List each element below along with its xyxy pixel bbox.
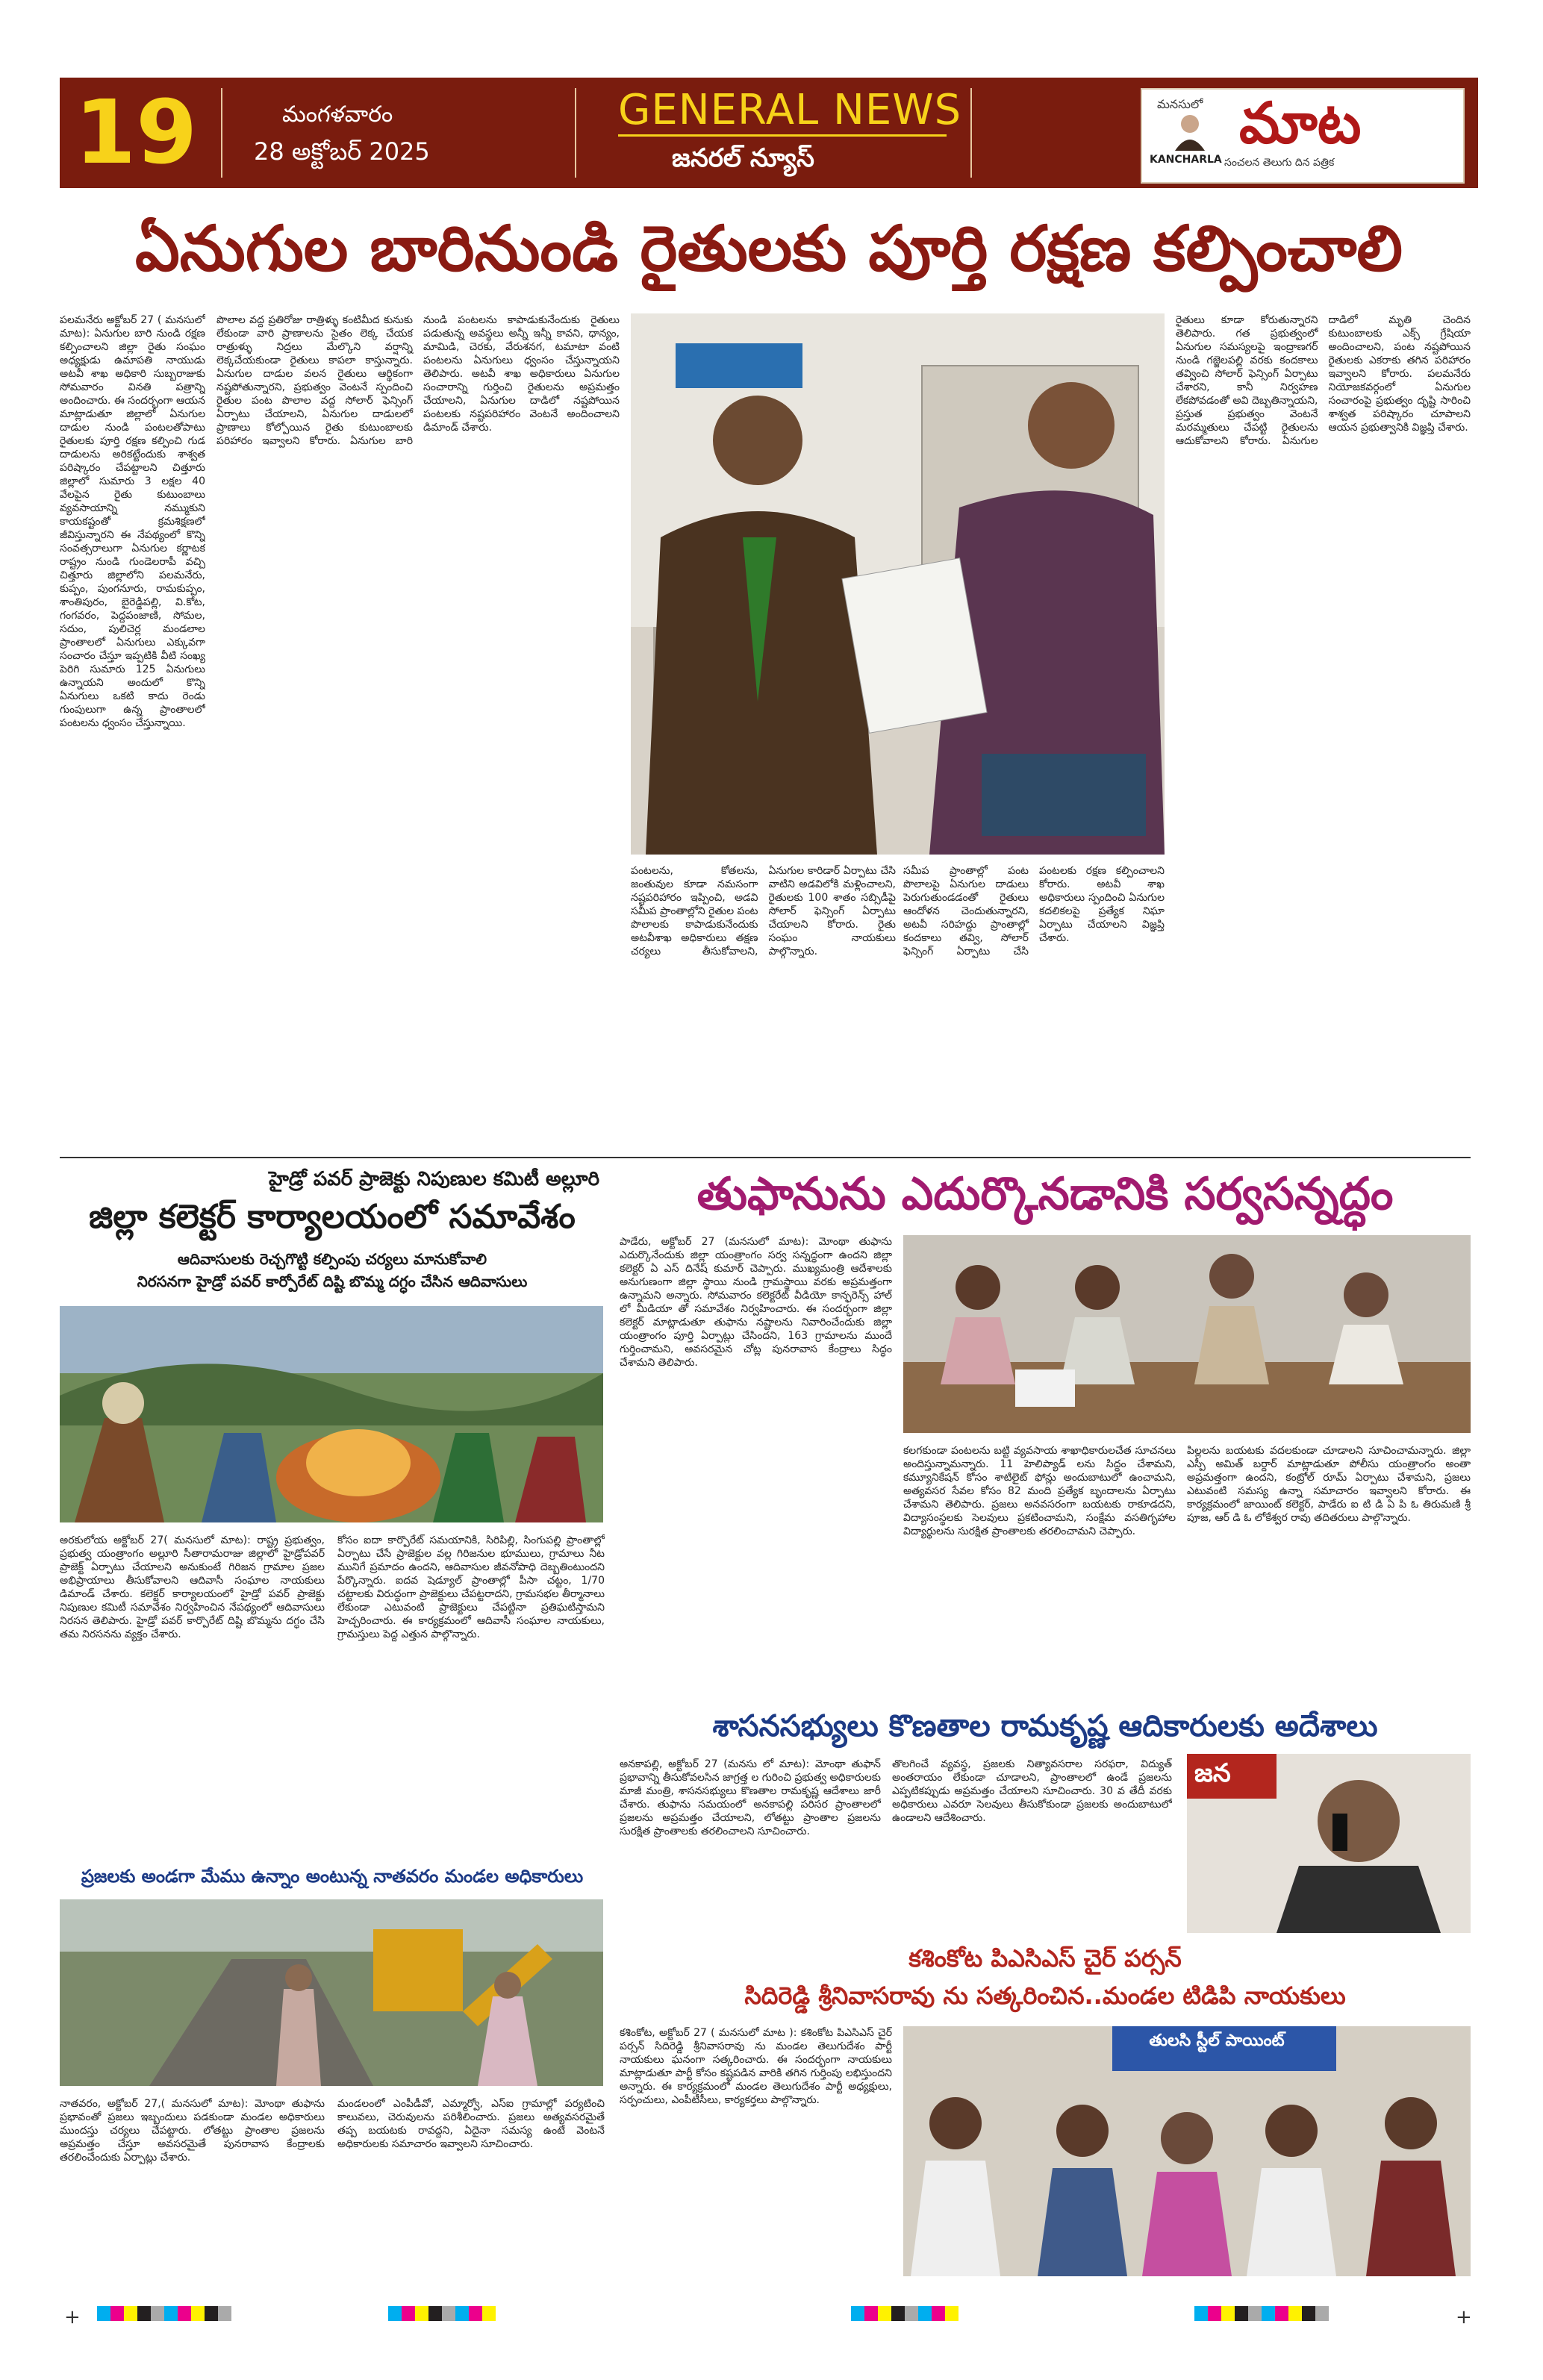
color-bar bbox=[1194, 2306, 1329, 2321]
hydro-headline: జిల్లా కలెక్టర్ కార్యాలయంలో సమావేశం bbox=[89, 1198, 576, 1236]
main-story-col3: పంటలను, కోతలను, జంతువుల కూడా నమసంగా నష్టపరిహారం ఇప్పించి, అడవి సమీప ప్రాంతాల్లోని రైతుల పంట పొలాలకు కాపాడుకునేందుకు అటవీశాఖ అధికారులు తక్షణ చర్యలు తీసుకోవాలని, ఏనుగుల కారిడార్ ఏర్పాటు చేసి వాటిని అడవిలోకి మళ్లించాలని, రైతులకు 100 శాతం సబ్సిడీపై సోలార్ ఫెన్సింగ్ ఏర్పాటు చేయాలని కోరారు. రైతు సంఘం నాయకులు పాల్గొన్నారు. bbox=[631, 865, 896, 958]
registration-mark: + bbox=[1456, 2306, 1472, 2329]
protest-photo bbox=[60, 1306, 603, 1522]
hydro-col1: అరకులోయ అక్టోబర్ 27( మనసులో మాట): రాష్ట్ర ప్రభుత్వం, ప్రభుత్వ యంత్రాంగం అల్లూరి సీతారామరాజు జిల్లాలో హైడ్రోపవర్ ప్రాజెక్ట్ ఏర్పాటు చేయాలని అనుకుంటే గిరిజన గ్రామాల ప్రజల అభిప్రాయాలు తీసుకోవాలని ఆదివాసీ సంఘాల నాయకులు డిమాండ్ చేశారు. కలెక్టర్ కార్యాలయంలో హైడ్రో పవర్ ప్రాజెక్టు నిపుణుల కమిటీ సమావేశం నిర్వహించిన నేపథ్యంలో ఆదివాసులు నిరసన తెలిపారు. హైడ్రో పవర్ కార్పొరేట్ దిష్టి బొమ్మను దగ్ధం చేసి తమ నిరసనను వ్యక్తం చేశారు. bbox=[60, 1534, 325, 1640]
press-meet-photo bbox=[903, 1235, 1471, 1433]
officials-col1: నాతవరం, అక్టోబర్ 27,( మనసులో మాట): మోంథా తుఫాను ప్రభావంతో ప్రజలు ఇబ్బందులు పడకుండా మండల అధికారులు ముందస్తు చర్యలు చేపట్టారు. లోతట్టు ప్రాంతాల ప్రజలను అప్రమత్తం చేస్తూ అవసరమైతే పునరావాస కేంద్రాలకు తరలించేందుకు ఏర్పాట్లు చేశారు. bbox=[60, 2098, 325, 2164]
mla-headline: శాసనసభ్యులు కొణతాల రామకృష్ణ ఆదికారులకు అదేశాలు bbox=[712, 1709, 1378, 1743]
officials-headline: ప్రజలకు అండగా మేము ఉన్నాం అంటున్న నాతవరం మండల అధికారులు bbox=[81, 1866, 584, 1887]
color-bar bbox=[97, 2306, 231, 2321]
main-story-col5: రైతులు కూడా కోరుతున్నారని తెలిపారు. గత ప్రభుత్వంలో ఏనుగుల సమస్యలపై ఇంద్రాణగర్ నుండి గజ్జెలపల్లి వరకు కందకాలు తవ్వించి సోలార్ ఫెన్సింగ్ ఏర్పాటు చేశారని, కానీ నిర్వహణ లేకపోవడంతో అవి దెబ్బతిన్నాయని, ప్రస్తుత ప్రభుత్వం వెంటనే మరమ్మతులు చేపట్టి రైతులను ఆదుకోవాలని కోరారు. ఏనుగుల దాడిలో మృతి చెందిన కుటుంబాలకు ఎక్స్ గ్రేషియా అందించాలని, పంట నష్టపోయిన రైతులకు ఎకరాకు తగిన పరిహారం ఇవ్వాలని కోరారు. పలమనేరు నియోజకవర్గంలో ఏనుగుల సంచారంపై ప్రభుత్వం దృష్టి సారించి శాశ్వత పరిష్కారం చూపాలని ఆయన ప్రభుత్వానికి విజ్ఞప్తి చేశారు. bbox=[1176, 314, 1471, 447]
officials-col2: మండలంలో ఎంపీడీవో, ఎమ్మార్వో, ఎస్ఐ గ్రామాల్లో పర్యటించి కాలువలు, చెరువులను పరిశీలించారు. ప్రజలు అత్యవసరమైతే తప్ప బయటకు రావద్దని, ఏదైనా సమస్య ఉంటే వెంటనే అధికారులకు సమాచారం ఇవ్వాలని సూచించారు. bbox=[337, 2098, 605, 2150]
registration-mark: + bbox=[64, 2306, 81, 2329]
felicitation-body: కశింకోట, అక్టోబర్ 27 ( మనసులో మాట ): కశింకోట పిఎసిఎస్ చైర్ పర్సన్ సిదిరెడ్డి శ్రీనివాసరావు ను మండల తెలుగుదేశం పార్టీ నాయకులు ఘనంగా సత్కరించారు. ఈ సందర్భంగా నాయకులు మాట్లాడుతూ పార్టీ కోసం కష్టపడిన వారికి తగిన గుర్తింపు లభిస్తుందని అన్నారు. ఈ కార్యక్రమంలో మండల తెలుగుదేశం పార్టీ అధ్యక్షులు, సర్పంచులు, ఎంపీటీసీలు, కార్యకర్తలు పాల్గొన్నారు. bbox=[620, 2027, 892, 2106]
hydro-col2: కోసం ఐదా కార్పొరేట్ సమయానికి, సిరిపిల్లి, సింగుపల్లి ప్రాంతాల్లో ఏర్పాటు చేసే ప్రాజెక్టుల వల్ల గిరిజనుల భూములు, గ్రామాలు నీట మునిగే ప్రమాదం ఉందని, ఆదివాసుల జీవనోపాధి దెబ్బతింటుందని పేర్కొన్నారు. ఐదవ షెడ్యూల్ ప్రాంతాల్లో పీసా చట్టం, 1/70 చట్టాలకు విరుద్ధంగా ప్రాజెక్టులు చేపట్టరాదని, గ్రామసభల తీర్మానాలు లేకుండా ఎటువంటి ప్రాజెక్టులు చేపట్టినా ప్రతిఘటిస్తామని హెచ్చరించారు. ఈ కార్యక్రమంలో ఆదివాసీ సంఘాల నాయకులు, గ్రామస్తులు పెద్ద ఎత్తున పాల్గొన్నారు. bbox=[337, 1534, 605, 1640]
masthead-divider bbox=[221, 88, 222, 178]
felicitation-photo bbox=[903, 2026, 1471, 2276]
cyclone-col1: పాడేరు, అక్టోబర్ 27 (మనసులో మాట): మోంథా తుఫాను ఎదుర్కొనేందుకు జిల్లా యంత్రాంగం సర్వ సన్నద్ధంగా ఉందని జిల్లా కలెక్టర్ ఏ ఎస్ దినేష్ కుమార్ చెప్పారు. ముఖ్యమంత్రి ఆదేశాలకు అనుగుణంగా జిల్లా స్థాయి నుండి గ్రామస్థాయి వరకు అప్రమత్తంగా ఉన్నామని అన్నారు. సోమవారం కలెక్టరేట్ వీడియో కాన్ఫరెన్స్ హాల్ లో మీడియా తో సమావేశం నిర్వహించారు. ఈ సందర్భంగా జిల్లా కలెక్టర్ మాట్లాడుతూ తుఫాను నష్టాలను నివారించేందుకు జిల్లా యంత్రాంగం పూర్తి ఏర్పాట్లు చేసిందని, 163 గ్రామాలను ముందే గుర్తించామని, అవసరమైన చోట్ల పునరావాస కేంద్రాలు సిద్ధం చేశామని తెలిపారు. bbox=[620, 1236, 892, 1369]
logo-portrait-icon bbox=[1172, 112, 1208, 151]
shop-sign-text: తులసి స్టీల్ పాయింట్ bbox=[1149, 2031, 1285, 2050]
logo-brand: KANCHARLA bbox=[1150, 154, 1222, 166]
logo-tagline: సంచలన తెలుగు దిన పత్రిక bbox=[1224, 157, 1335, 169]
main-headline: ఏనుగుల బారినుండి రైతులకు పూర్తి రక్షణ కల్పించాలి bbox=[134, 212, 1403, 285]
mla-col2: తొలగించే వ్యవస్థ, ప్రజలకు నిత్యావసరాల సరఫరా, విద్యుత్ అంతరాయం లేకుండా చూడాలని, ప్రాంతాలలో ఉండే ప్రజలను ఎప్పటికప్పుడు అప్రమత్తం చేయాలని సూచించారు. 30 వ తేదీ వరకు అధికారులు ఎవరూ సెలవులు తీసుకోకుండా ప్రజలకు అందుబాటులో ఉండాలని ఆదేశించారు. bbox=[892, 1758, 1172, 1824]
masthead-divider bbox=[970, 88, 972, 178]
issue-date: 28 అక్టోబర్ 2025 bbox=[254, 137, 430, 166]
cyclone-col3: పిల్లలను బయటకు వదలకుండా చూడాలని సూచించామన్నారు. జిల్లా ఎస్పీ అమిత్ బర్దార్ మాట్లాడుతూ పోలీసు యంత్రాంగం అంతా అప్రమత్తంగా ఉందని, కంట్రోల్ రూమ్ ఏర్పాటు చేశామని, ప్రజలు ఎటువంటి సమస్య ఉన్నా సమాచారం ఇవ్వాలని కోరారు. ఈ కార్యక్రమంలో జాయింట్ కలెక్టర్, పాడేరు ఐ టి డి ఏ పి ఓ తిరుమణి శ్రీ పూజ, ఆర్ డి ఓ లోకేశ్వర రావు తదితరులు పాల్గొన్నారు. bbox=[1187, 1445, 1471, 1524]
main-story-col2: పొలాల వద్ద ప్రతిరోజు రాత్రిళ్ళు కంటిమీద కునుకు లేకుండా వారి ప్రాణాలను సైతం లెక్క చేయక రాత్రుళ్ళు నిద్రలు మేల్కొని వర్షాన్ని లెక్కచేయకుండా రైతులు కాపలా కాస్తున్నారు. ఏనుగుల దాడుల వలన రైతులు ఆర్థికంగా నష్టపోతున్నారని, ప్రభుత్వం వెంటనే స్పందించి రైతుల పంట పొలాల వద్ద సోలార్ ఫెన్సింగ్ ఏర్పాటు చేయాలని, ఏనుగుల దాడులలో ప్రాణాలు కోల్పోయిన రైతు కుటుంబాలకు పరిహారం ఇవ్వాలని కోరారు. ఏనుగుల బారి నుండి పంటలను కాపాడుకునేందుకు రైతులు పడుతున్న అవస్థలు అన్నీ ఇన్నీ కావని, ధాన్యం, మామిడి, చెరకు, వేరుశనగ, టమాటా వంటి పంటలను ఏనుగులు ధ్వంసం చేస్తున్నాయని తెలిపారు. అటవీ శాఖ అధికారులు ఏనుగుల సంచారాన్ని గుర్తించి రైతులను అప్రమత్తం చేయాలని, ఏనుగుల దాడిలో నష్టపోయిన పంటలకు నష్టపరిహారం వెంటనే అందించాలని డిమాండ్ చేశారు. bbox=[216, 314, 620, 447]
cyclone-col2: కలగకుండా పంటలను బట్టి వ్యవసాయ శాఖాధికారులచేత సూచనలు అందిస్తున్నామన్నారు. 11 హెలిప్యాడ్ లను సిద్ధం చేశామని, కమ్యూనికేషన్ కోసం శాటిలైట్ ఫోన్లు అందుబాటులో ఉంచామని, అత్యవసర సేవల కోసం 82 మంది ప్రత్యేక బృందాలను ఏర్పాటు చేశామని తెలిపారు. ప్రజలు అనవసరంగా బయటకు రాకూడదని, విద్యాసంస్థలకు సెలవులు ప్రకటించామని, సంక్షేమ వసతిగృహాల విద్యార్థులను సురక్షిత ప్రాంతాలకు తరలించామని చెప్పారు. bbox=[903, 1445, 1176, 1537]
color-bar bbox=[388, 2306, 496, 2321]
main-story-col4: సమీప ప్రాంతాల్లో పంట పొలాలపై ఏనుగుల దాడులు పెరుగుతుండడంతో రైతులు ఆందోళన చెందుతున్నారని, అటవీ సరిహద్దు ప్రాంతాల్లో కందకాలు తవ్వి, సోలార్ ఫెన్సింగ్ ఏర్పాటు చేసి పంటలకు రక్షణ కల్పించాలని కోరారు. అటవీ శాఖ అధికారులు స్పందించి ఏనుగుల కదలికలపై ప్రత్యేక నిఘా ఏర్పాటు చేయాలని విజ్ఞప్తి చేశారు. bbox=[903, 865, 1165, 958]
hydro-kicker: హైడ్రో పవర్ ప్రాజెక్టు నిపుణుల కమిటీ అల్లూరి bbox=[269, 1168, 599, 1190]
felicitation-headline2: సిదిరెడ్డి శ్రీనివాసరావు ను సత్కరించిన..మండల టిడిపి నాయకులు bbox=[744, 1981, 1346, 2010]
logo-small-text: మనసులో bbox=[1157, 97, 1203, 111]
weekday: మంగళవారం bbox=[282, 101, 393, 128]
felicitation-headline1: కశింకోట పిఎసిఎస్ చైర్ పర్సన్ bbox=[908, 1944, 1182, 1973]
section-underline bbox=[618, 134, 947, 137]
cyclone-headline: తుఫానును ఎదుర్కొనడానికి సర్వసన్నద్ధం bbox=[696, 1168, 1394, 1220]
officials-photo bbox=[60, 1899, 603, 2086]
page-number: 19 bbox=[75, 81, 198, 184]
hydro-subhead1: ఆదివాసులకు రెచ్చగొట్టి కల్పింపు చర్యలు మానుకోవాలి bbox=[177, 1250, 487, 1268]
mla-col1: అనకాపల్లి, అక్టోబర్ 27 (మనసు లో మాట): మోంథా తుఫాన్ ప్రభావాన్ని తీసుకోవలసిన జాగ్రత్త ల గురించి ప్రభుత్వ అధికారులకు మాజీ మంత్రి, శాసనసభ్యులు కొణతాల రామకృష్ణ ఆదేశాలు జారీ చేశారు. తుఫాను సమయంలో అనకాపల్లి పరిసర ప్రాంతాలలో ప్రజలను అప్రమత్తం చేయాలని, లోతట్టు ప్రాంతాల ప్రజలను సురక్షిత ప్రాంతాలకు తరలించాలని సూచించారు. bbox=[620, 1758, 881, 1837]
section-title: GENERAL NEWS bbox=[618, 86, 962, 134]
hydro-subhead2: నిరసనగా హైడ్రో పవర్ కార్పోరేట్ దిష్టి బొమ్మ దగ్ధం చేసిన ఆదివాసులు bbox=[137, 1272, 528, 1290]
mla-stamp-text: జన bbox=[1194, 1758, 1231, 1788]
masthead-divider bbox=[575, 88, 576, 178]
color-bar bbox=[851, 2306, 958, 2321]
section-title-telugu: జనరల్ న్యూస్ bbox=[672, 143, 814, 173]
main-story-col1: పలమనేరు అక్టోబర్ 27 ( మనసులో మాట): ఏనుగుల బారి నుండి రక్షణ కల్పించాలని జిల్లా రైతు సంఘం అధ్యక్షుడు ఉమాపతి నాయుడు అటవీ శాఖ అధికారి సుబ్బరాజుకు సోమవారం వినతి పత్రాన్ని అందించారు. ఈ సందర్భంగా ఆయన మాట్లాడుతూ జిల్లాలో ఏనుగుల దాడుల నుండి పంటలతోపాటు రైతులకు పూర్తి రక్షణ కల్పించి గుడ దాడులను అరికట్టేందుకు శాశ్వత పరిష్కారం చేపట్టాలని చిత్తూరు జిల్లాలో సుమారు 3 లక్షల 40 వేలపైన రైతు కుటుంబాలు వ్యవసాయాన్ని నమ్ముకుని కాయకష్టంతో క్రమశిక్షణలో జీవిస్తున్నారని ఈ నేపథ్యంలో కొన్ని సంవత్సరాలుగా ఏనుగుల కర్ణాటక రాష్ట్రం నుండి గుండెలరాపీ వచ్చి చిత్తూరు జిల్లాలోని పలమనేరు, కుప్పం, పుంగనూరు, రామకుప్పం, శాంతిపురం, బైరెడ్డిపల్లి, వి.కోట, గంగవరం, పెద్దపంజాణి, సోమల, సదుం, పులిచెర్ల మండలాల ప్రాంతాలలో ఏనుగులు ఎక్కువగా సంచారం చేస్తూ ఇప్పటికి వీటి సంఖ్య పెరిగి సుమారు 125 ఏనుగులు ఉన్నాయని అందులో కొన్ని ఏనుగులు ఒకటి కాదు రెండు గుంపులుగా ఉన్న ప్రాంతాలలో పంటలను ధ్వంసం చేస్తున్నాయి. bbox=[60, 314, 205, 729]
petition-photo bbox=[631, 313, 1165, 855]
logo-main-text: మాట bbox=[1239, 90, 1362, 156]
section-divider bbox=[60, 1157, 1471, 1158]
